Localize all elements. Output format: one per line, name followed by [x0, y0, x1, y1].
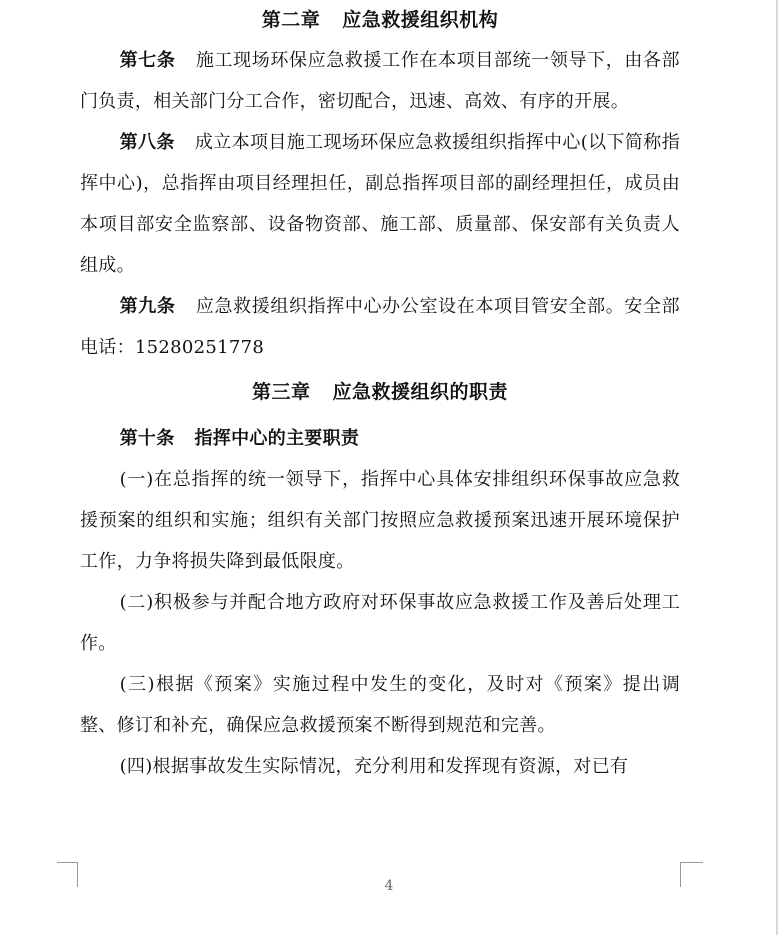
duty-item-1: (一)在总指挥的统一领导下，指挥中心具体安排组织环保事故应急救援预案的组织和实施；组织有关部门按照应急救援预案迅速开展环境保护工作，力争将损失降到最低限度。 — [80, 469, 680, 572]
article-8 — [80, 122, 680, 286]
chapter-3-number: 第三章 — [251, 381, 311, 403]
article-7 — [80, 40, 680, 122]
article-8-label: 第八条 — [119, 132, 175, 153]
chapter-3-title: 应急救援组织的职责 — [332, 381, 509, 403]
duty-item-2: (二)积极参与并配合地方政府对环保事故应急救援工作及善后处理工作。 — [80, 592, 680, 654]
article-10 — [80, 418, 680, 459]
article-9-label: 第九条 — [119, 296, 176, 317]
chapter-2-title: 应急救援组织机构 — [342, 9, 499, 31]
duty-item-4: (四)根据事故发生实际情况，充分利用和发挥现有资源，对已有 — [119, 756, 629, 777]
chapter-2-number: 第二章 — [261, 9, 321, 31]
page-number: 4 — [384, 878, 394, 894]
chapter-3-heading — [80, 372, 680, 412]
article-7-label: 第七条 — [119, 50, 176, 71]
document-body — [80, 0, 680, 787]
chapter-2-heading — [80, 0, 680, 40]
duty-item-3: (三)根据《预案》实施过程中发生的变化，及时对《预案》提出调整、修订和补充，确保应急救援预案不断得到规范和完善。 — [80, 674, 680, 736]
article-9 — [80, 286, 680, 368]
article-7-text: 施工现场环保应急救援工作在本项目部统一领导下，由各部门负责，相关部门分工合作，密切配合，迅速、高效、有序的开展。 — [80, 50, 680, 112]
article-9-text: 应急救援组织指挥中心办公室设在本项目管安全部。安全部电话：15280251778 — [80, 296, 680, 358]
article-10-label: 第十条 — [119, 428, 175, 449]
article-8-text: 成立本项目施工现场环保应急救援组织指挥中心(以下简称指挥中心)，总指挥由项目经理担任，副总指挥项目部的副经理担任，成员由本项目部安全监察部、设备物资部、施工部、质量部、保安部有关负责人组成。 — [80, 132, 680, 276]
article-10-title: 指挥中心的主要职责 — [194, 428, 360, 449]
